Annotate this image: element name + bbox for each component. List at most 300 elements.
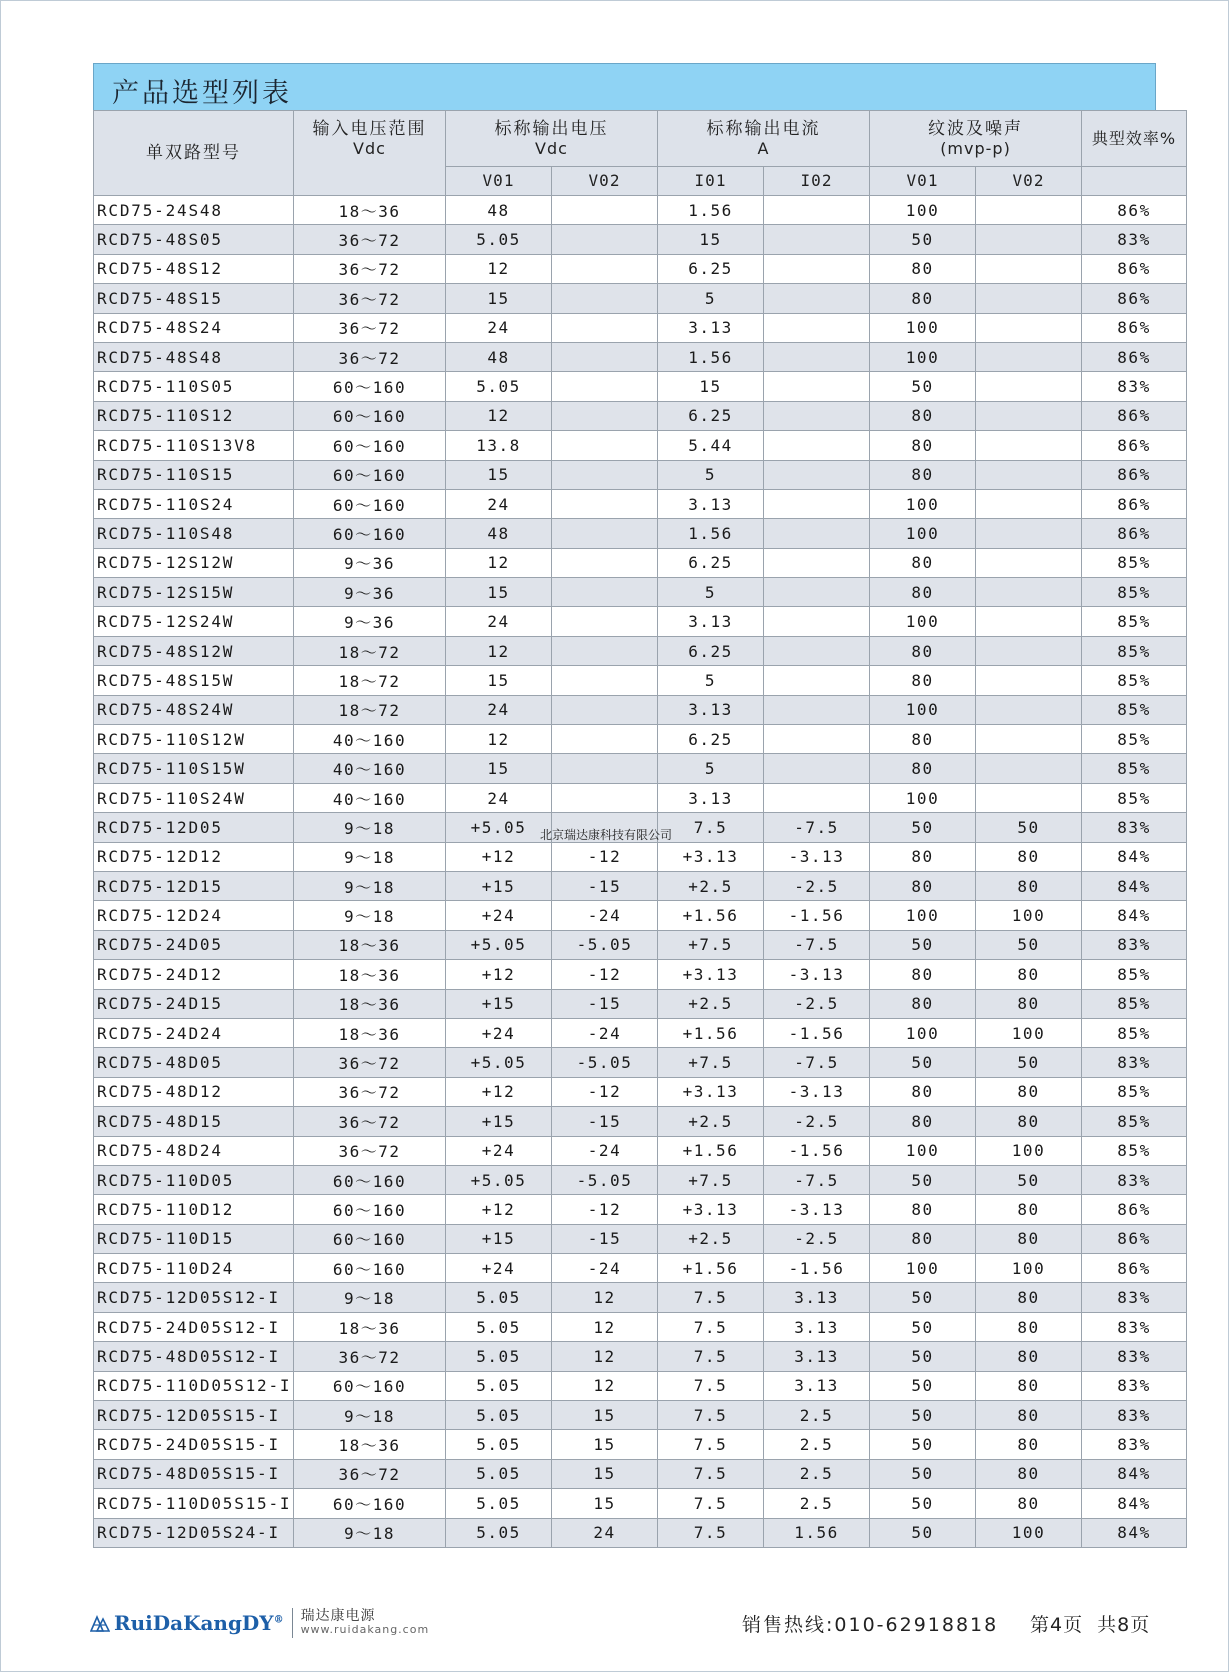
cell-out-i02: -3.13: [764, 1077, 870, 1106]
cell-out-v01: 15: [446, 666, 552, 695]
cell-model: RCD75-110S05: [94, 372, 294, 401]
cell-ripple-v01: 80: [870, 548, 976, 577]
cell-input-range: 9～18: [294, 813, 446, 842]
cell-out-v02: -12: [552, 960, 658, 989]
table-body: [94, 196, 1187, 1548]
subheader-i01: I01: [658, 167, 764, 196]
cell-model: RCD75-48S05: [94, 225, 294, 254]
cell-model: RCD75-48S24: [94, 313, 294, 342]
cell-out-i01: 6.25: [658, 725, 764, 754]
cell-out-v02: [552, 342, 658, 371]
cell-efficiency: 83%: [1082, 225, 1187, 254]
cell-model: RCD75-12D24: [94, 901, 294, 930]
cell-input-range: 60～160: [294, 1371, 446, 1400]
cell-input-range: 18～36: [294, 930, 446, 959]
cell-ripple-v02: 80: [976, 1489, 1082, 1518]
cell-ripple-v02: [976, 431, 1082, 460]
cell-efficiency: 84%: [1082, 842, 1187, 871]
table-row: [94, 725, 1187, 754]
table-row: [94, 1489, 1187, 1518]
cell-input-range: 40～160: [294, 725, 446, 754]
table-row: [94, 1018, 1187, 1047]
cell-ripple-v02: [976, 695, 1082, 724]
cell-out-v02: -5.05: [552, 1048, 658, 1077]
cell-out-v01: +5.05: [446, 1165, 552, 1194]
cell-out-i02: -1.56: [764, 1018, 870, 1047]
cell-efficiency: 86%: [1082, 342, 1187, 371]
cell-ripple-v02: 50: [976, 1048, 1082, 1077]
cell-efficiency: 86%: [1082, 1254, 1187, 1283]
cell-ripple-v01: 100: [870, 901, 976, 930]
cell-out-v02: [552, 372, 658, 401]
page-title: 产品选型列表: [112, 78, 292, 109]
subheader-i02: I02: [764, 167, 870, 196]
cell-efficiency: 83%: [1082, 372, 1187, 401]
cell-out-i02: 3.13: [764, 1342, 870, 1371]
cell-out-v01: +5.05: [446, 1048, 552, 1077]
cell-out-i02: -2.5: [764, 1107, 870, 1136]
table-row: [94, 813, 1187, 842]
cell-out-i01: 5.44: [658, 431, 764, 460]
cell-out-v01: 5.05: [446, 1283, 552, 1312]
cell-ripple-v01: 50: [870, 930, 976, 959]
cell-out-v02: [552, 284, 658, 313]
table-row: [94, 1224, 1187, 1253]
cell-out-v01: 24: [446, 489, 552, 518]
table-row: [94, 548, 1187, 577]
cell-model: RCD75-48D24: [94, 1136, 294, 1165]
cell-out-v02: 12: [552, 1312, 658, 1341]
cell-model: RCD75-110D05: [94, 1165, 294, 1194]
cell-efficiency: 85%: [1082, 725, 1187, 754]
cell-out-i01: +3.13: [658, 1195, 764, 1224]
cell-ripple-v02: 50: [976, 930, 1082, 959]
cell-model: RCD75-12D15: [94, 871, 294, 900]
cell-out-v01: 13.8: [446, 431, 552, 460]
cell-out-i02: 3.13: [764, 1283, 870, 1312]
cell-out-i01: 3.13: [658, 313, 764, 342]
cell-out-i02: [764, 754, 870, 783]
cell-input-range: 60～160: [294, 1254, 446, 1283]
cell-out-i01: +1.56: [658, 1018, 764, 1047]
cell-efficiency: 86%: [1082, 519, 1187, 548]
cell-out-v01: 5.05: [446, 1342, 552, 1371]
cell-ripple-v02: [976, 783, 1082, 812]
cell-model: RCD75-24D24: [94, 1018, 294, 1047]
cell-input-range: 60～160: [294, 1489, 446, 1518]
cell-out-i02: -1.56: [764, 901, 870, 930]
cell-ripple-v02: 100: [976, 1518, 1082, 1547]
cell-ripple-v01: 50: [870, 1165, 976, 1194]
cell-out-i02: -3.13: [764, 842, 870, 871]
cell-ripple-v02: 80: [976, 1401, 1082, 1430]
cell-model: RCD75-24D05S12-I: [94, 1312, 294, 1341]
cell-input-range: 36～72: [294, 1459, 446, 1488]
cell-ripple-v02: [976, 754, 1082, 783]
cell-ripple-v02: 50: [976, 813, 1082, 842]
cell-ripple-v01: 100: [870, 783, 976, 812]
cell-ripple-v02: 80: [976, 1107, 1082, 1136]
cell-out-i02: -7.5: [764, 813, 870, 842]
cell-ripple-v02: [976, 578, 1082, 607]
cell-out-v02: [552, 754, 658, 783]
cell-input-range: 36～72: [294, 254, 446, 283]
cell-input-range: 9～36: [294, 607, 446, 636]
cell-ripple-v01: 100: [870, 313, 976, 342]
cell-out-v02: 12: [552, 1283, 658, 1312]
cell-model: RCD75-48S12W: [94, 636, 294, 665]
cell-input-range: 36～72: [294, 284, 446, 313]
cell-efficiency: 84%: [1082, 1518, 1187, 1547]
cell-out-v02: [552, 578, 658, 607]
cell-ripple-v01: 50: [870, 1342, 976, 1371]
cell-ripple-v02: [976, 254, 1082, 283]
cell-out-i02: 2.5: [764, 1401, 870, 1430]
cell-efficiency: 83%: [1082, 1430, 1187, 1459]
table-row: [94, 578, 1187, 607]
cell-model: RCD75-12D05S24-I: [94, 1518, 294, 1547]
cell-ripple-v02: [976, 636, 1082, 665]
cell-input-range: 18～36: [294, 1312, 446, 1341]
table-row: [94, 1107, 1187, 1136]
cell-out-v01: 12: [446, 401, 552, 430]
table-row: [94, 1518, 1187, 1547]
cell-ripple-v01: 50: [870, 813, 976, 842]
cell-input-range: 60～160: [294, 1224, 446, 1253]
table-row: [94, 254, 1187, 283]
table-row: [94, 754, 1187, 783]
cell-ripple-v02: 80: [976, 871, 1082, 900]
cell-out-i01: 5: [658, 284, 764, 313]
cell-ripple-v01: 80: [870, 666, 976, 695]
cell-input-range: 36～72: [294, 1107, 446, 1136]
cell-out-v01: +5.05: [446, 813, 552, 842]
table-row: [94, 489, 1187, 518]
cell-ripple-v02: [976, 284, 1082, 313]
cell-out-i02: [764, 313, 870, 342]
cell-model: RCD75-12D05S12-I: [94, 1283, 294, 1312]
cell-ripple-v02: 100: [976, 901, 1082, 930]
cell-out-v01: 24: [446, 607, 552, 636]
cell-out-i02: 3.13: [764, 1312, 870, 1341]
cell-out-v01: 24: [446, 783, 552, 812]
cell-ripple-v02: [976, 489, 1082, 518]
cell-efficiency: 85%: [1082, 666, 1187, 695]
cell-ripple-v01: 50: [870, 1371, 976, 1400]
cell-efficiency: 84%: [1082, 871, 1187, 900]
cell-model: RCD75-12D05S15-I: [94, 1401, 294, 1430]
cell-ripple-v01: 80: [870, 431, 976, 460]
cell-input-range: 9～18: [294, 1401, 446, 1430]
cell-out-i01: 7.5: [658, 1430, 764, 1459]
header-ripple-unit: (mvp-p): [940, 138, 1011, 158]
cell-out-i01: +3.13: [658, 1077, 764, 1106]
cell-out-i02: [764, 607, 870, 636]
cell-out-v02: [552, 783, 658, 812]
cell-out-i01: +7.5: [658, 1048, 764, 1077]
cell-efficiency: 83%: [1082, 1371, 1187, 1400]
table-row: [94, 871, 1187, 900]
cell-model: RCD75-110S12W: [94, 725, 294, 754]
cell-out-i02: [764, 578, 870, 607]
cell-input-range: 9～18: [294, 1283, 446, 1312]
cell-out-v01: +24: [446, 901, 552, 930]
cell-out-i01: 6.25: [658, 254, 764, 283]
cell-out-v02: [552, 460, 658, 489]
cell-input-range: 9～18: [294, 901, 446, 930]
cell-ripple-v01: 50: [870, 225, 976, 254]
cell-model: RCD75-110S13V8: [94, 431, 294, 460]
cell-out-i02: [764, 783, 870, 812]
cell-model: RCD75-48D05: [94, 1048, 294, 1077]
cell-out-i02: [764, 548, 870, 577]
cell-out-v01: +24: [446, 1254, 552, 1283]
cell-model: RCD75-110S24W: [94, 783, 294, 812]
cell-out-v02: [552, 666, 658, 695]
cell-out-i02: [764, 254, 870, 283]
cell-out-v01: 5.05: [446, 1489, 552, 1518]
cell-out-v01: +5.05: [446, 930, 552, 959]
cell-out-i02: [764, 489, 870, 518]
header-ripple: 纹波及噪声 (mvp-p): [870, 111, 1082, 167]
subheader-ripple-v01: V01: [870, 167, 976, 196]
cell-out-i02: [764, 431, 870, 460]
cell-out-i01: 6.25: [658, 548, 764, 577]
cell-ripple-v01: 80: [870, 754, 976, 783]
cell-model: RCD75-110D15: [94, 1224, 294, 1253]
cell-out-v02: -15: [552, 871, 658, 900]
cell-input-range: 18～72: [294, 636, 446, 665]
cell-out-i01: +2.5: [658, 871, 764, 900]
cell-ripple-v02: 80: [976, 1195, 1082, 1224]
cell-efficiency: 83%: [1082, 1312, 1187, 1341]
cell-out-i01: 5: [658, 460, 764, 489]
cell-efficiency: 83%: [1082, 1342, 1187, 1371]
table-row: [94, 519, 1187, 548]
cell-out-i01: 7.5: [658, 1489, 764, 1518]
cell-ripple-v01: 80: [870, 636, 976, 665]
cell-input-range: 18～36: [294, 989, 446, 1018]
table-row: [94, 1048, 1187, 1077]
cell-out-i01: 6.25: [658, 401, 764, 430]
table-row: [94, 842, 1187, 871]
cell-ripple-v01: 100: [870, 1254, 976, 1283]
cell-input-range: 60～160: [294, 519, 446, 548]
cell-ripple-v02: [976, 313, 1082, 342]
cell-efficiency: 84%: [1082, 1489, 1187, 1518]
cell-out-i01: 7.5: [658, 1283, 764, 1312]
cell-ripple-v02: 80: [976, 960, 1082, 989]
cell-out-v01: 5.05: [446, 1459, 552, 1488]
cell-out-i01: 7.5: [658, 1371, 764, 1400]
cell-ripple-v01: 100: [870, 342, 976, 371]
cell-out-v01: 12: [446, 725, 552, 754]
cell-ripple-v01: 50: [870, 1048, 976, 1077]
cell-model: RCD75-24D15: [94, 989, 294, 1018]
cell-efficiency: 86%: [1082, 196, 1187, 225]
logo-text-block: [301, 1609, 430, 1637]
cell-out-v01: 5.05: [446, 1401, 552, 1430]
cell-efficiency: 85%: [1082, 695, 1187, 724]
cell-out-i01: +7.5: [658, 1165, 764, 1194]
table-row: [94, 1195, 1187, 1224]
cell-out-i01: 3.13: [658, 783, 764, 812]
cell-model: RCD75-48D12: [94, 1077, 294, 1106]
cell-ripple-v01: 80: [870, 725, 976, 754]
cell-ripple-v02: 80: [976, 1371, 1082, 1400]
header-input-range: 输入电压范围 Vdc: [294, 111, 446, 196]
cell-efficiency: 86%: [1082, 401, 1187, 430]
cell-input-range: 36～72: [294, 313, 446, 342]
product-selection-table: [93, 110, 1187, 1548]
cell-ripple-v01: 80: [870, 460, 976, 489]
cell-out-v02: [552, 313, 658, 342]
cell-out-i02: -1.56: [764, 1136, 870, 1165]
cell-out-i01: +3.13: [658, 960, 764, 989]
table-row: [94, 313, 1187, 342]
cell-model: RCD75-24D05S15-I: [94, 1430, 294, 1459]
cell-input-range: 18～36: [294, 1018, 446, 1047]
cell-out-v02: -12: [552, 842, 658, 871]
cell-ripple-v01: 100: [870, 695, 976, 724]
cell-efficiency: 83%: [1082, 1048, 1187, 1077]
cell-ripple-v01: 80: [870, 989, 976, 1018]
table-row: [94, 372, 1187, 401]
cell-efficiency: 86%: [1082, 313, 1187, 342]
cell-ripple-v02: [976, 460, 1082, 489]
header-efficiency: 典型效率%: [1082, 111, 1187, 167]
table-row: [94, 666, 1187, 695]
cell-out-v01: 15: [446, 460, 552, 489]
cell-model: RCD75-110S15: [94, 460, 294, 489]
cell-input-range: 18～72: [294, 695, 446, 724]
cell-out-v02: 12: [552, 1342, 658, 1371]
cell-out-v02: -12: [552, 1077, 658, 1106]
cell-efficiency: 86%: [1082, 1224, 1187, 1253]
cell-ripple-v01: 50: [870, 1312, 976, 1341]
cell-out-i02: [764, 519, 870, 548]
cell-ripple-v02: 80: [976, 989, 1082, 1018]
cell-out-v02: [552, 636, 658, 665]
cell-out-v01: 5.05: [446, 225, 552, 254]
cell-out-v01: +24: [446, 1136, 552, 1165]
cell-out-i01: 3.13: [658, 489, 764, 518]
cell-input-range: 40～160: [294, 754, 446, 783]
cell-ripple-v01: 50: [870, 1401, 976, 1430]
cell-efficiency: 85%: [1082, 783, 1187, 812]
cell-out-v01: 5.05: [446, 1371, 552, 1400]
cell-out-i02: [764, 372, 870, 401]
cell-model: RCD75-110S12: [94, 401, 294, 430]
cell-out-v01: 15: [446, 754, 552, 783]
cell-out-v02: [552, 431, 658, 460]
cell-input-range: 9～18: [294, 1518, 446, 1547]
cell-model: RCD75-48D15: [94, 1107, 294, 1136]
cell-efficiency: 85%: [1082, 1107, 1187, 1136]
table-row: [94, 1312, 1187, 1341]
cell-out-v01: +15: [446, 1224, 552, 1253]
cell-input-range: 18～36: [294, 196, 446, 225]
cell-input-range: 18～36: [294, 1430, 446, 1459]
cell-out-i01: 15: [658, 225, 764, 254]
cell-efficiency: 83%: [1082, 813, 1187, 842]
cell-ripple-v02: 100: [976, 1254, 1082, 1283]
cell-input-range: 36～72: [294, 1048, 446, 1077]
cell-ripple-v02: 80: [976, 1224, 1082, 1253]
cell-ripple-v01: 80: [870, 1224, 976, 1253]
title-bar: [93, 63, 1156, 111]
cell-out-i01: 5: [658, 666, 764, 695]
cell-ripple-v01: 80: [870, 1107, 976, 1136]
table-row: [94, 1077, 1187, 1106]
table-row: [94, 1401, 1187, 1430]
cell-input-range: 36～72: [294, 225, 446, 254]
cell-out-v01: 48: [446, 196, 552, 225]
cell-out-v01: 5.05: [446, 1312, 552, 1341]
subheader-v01: V01: [446, 167, 552, 196]
cell-out-v02: [552, 607, 658, 636]
cell-input-range: 9～18: [294, 871, 446, 900]
cell-out-i01: +3.13: [658, 842, 764, 871]
cell-model: RCD75-110D05S12-I: [94, 1371, 294, 1400]
cell-ripple-v01: 50: [870, 1283, 976, 1312]
cell-out-i02: -7.5: [764, 1048, 870, 1077]
table-row: [94, 1342, 1187, 1371]
cell-out-i01: +2.5: [658, 1107, 764, 1136]
cell-out-v02: [552, 548, 658, 577]
cell-ripple-v01: 80: [870, 284, 976, 313]
cell-ripple-v02: 100: [976, 1136, 1082, 1165]
cell-out-v02: 15: [552, 1401, 658, 1430]
cell-ripple-v02: 50: [976, 1165, 1082, 1194]
logo-divider: [292, 1608, 293, 1638]
cell-efficiency: 84%: [1082, 1459, 1187, 1488]
cell-efficiency: 86%: [1082, 460, 1187, 489]
cell-model: RCD75-48D05S15-I: [94, 1459, 294, 1488]
cell-out-v01: 5.05: [446, 1430, 552, 1459]
cell-out-i01: 7.5: [658, 1342, 764, 1371]
table-row: [94, 901, 1187, 930]
cell-out-i01: 1.56: [658, 519, 764, 548]
website-url: www.ruidakang.com: [300, 1623, 430, 1636]
page-indicator: 第4页 共8页: [1030, 1614, 1151, 1636]
cell-efficiency: 85%: [1082, 636, 1187, 665]
logo-triangles-icon: [90, 1613, 110, 1633]
cell-out-i01: +2.5: [658, 989, 764, 1018]
cell-ripple-v02: 80: [976, 1312, 1082, 1341]
cell-input-range: 60～160: [294, 460, 446, 489]
cell-out-v01: +12: [446, 1195, 552, 1224]
cell-out-v02: -5.05: [552, 930, 658, 959]
cell-out-i01: 7.5: [658, 813, 764, 842]
cell-out-i02: [764, 196, 870, 225]
cell-model: RCD75-24D05: [94, 930, 294, 959]
cell-out-i02: [764, 225, 870, 254]
cell-out-i02: -7.5: [764, 930, 870, 959]
company-logo: [90, 1608, 429, 1638]
cell-out-i02: [764, 284, 870, 313]
cell-out-i02: 2.5: [764, 1489, 870, 1518]
subheader-ripple-v02: V02: [976, 167, 1082, 196]
cell-out-i02: 1.56: [764, 1518, 870, 1547]
table-row: [94, 342, 1187, 371]
cell-ripple-v01: 100: [870, 607, 976, 636]
cell-out-v02: 12: [552, 1371, 658, 1400]
cell-efficiency: 83%: [1082, 930, 1187, 959]
cell-out-v01: 48: [446, 519, 552, 548]
cell-out-v01: +15: [446, 1107, 552, 1136]
cell-out-v02: -24: [552, 1018, 658, 1047]
